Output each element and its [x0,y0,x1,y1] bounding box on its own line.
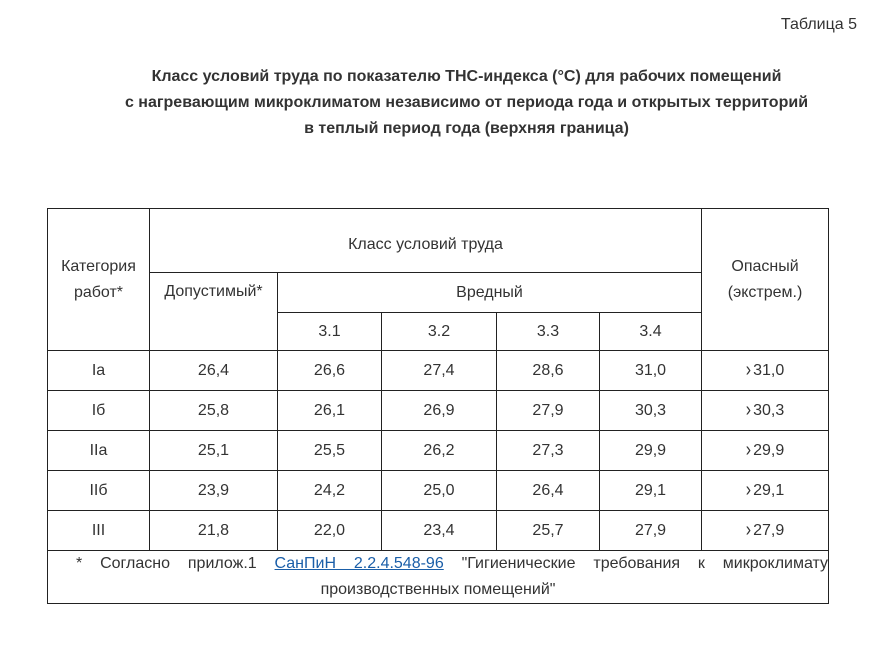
footnote-suffix: "Гигиенические требования к микроклимату [443,555,829,572]
footnote-prefix: * Согласно прилож.1 [76,555,275,572]
header-class: Класс условий труда [150,209,702,273]
greater-than-icon: › [745,359,752,381]
table-number: Таблица 5 [780,16,857,33]
cell-3-2: 25,0 [382,471,497,511]
header-sub-3-1: 3.1 [278,313,382,351]
cell-category: IIб [48,471,150,511]
table-title [0,64,869,142]
footnote-line1 [48,551,828,577]
header-category [48,209,150,351]
cell-3-1: 26,6 [278,351,382,391]
table-row [48,471,829,511]
greater-than-icon: › [745,519,752,541]
cell-dangerous [702,431,829,471]
header-category-line1: Категория [61,257,136,275]
cell-permissible: 23,9 [150,471,278,511]
cell-dangerous-value: 29,1 [753,481,785,499]
header-harmful: Вредный [278,273,702,313]
cell-3-1: 24,2 [278,471,382,511]
greater-than-icon: › [745,439,752,461]
cell-3-1: 22,0 [278,511,382,551]
header-dangerous-line1: Опасный [731,257,799,275]
header-dangerous-line2: (экстрем.) [727,283,803,301]
title-line: в теплый период года (верхняя граница) [304,120,629,137]
greater-than-icon: › [745,399,752,421]
cell-3-4: 29,9 [600,431,702,471]
cell-3-3: 25,7 [497,511,600,551]
sanpin-link[interactable]: СанПиН 2.2.4.548-96 [274,555,444,572]
cell-category: Iб [48,391,150,431]
cell-3-4: 31,0 [600,351,702,391]
footnote-line2: производственных помещений" [320,581,556,598]
cell-3-3: 27,9 [497,391,600,431]
header-dangerous [702,209,829,351]
cell-dangerous [702,471,829,511]
footnote-row [48,551,829,604]
header-sub-3-2: 3.2 [382,313,497,351]
title-line: Класс условий труда по показателю ТНС-индекса (°С) для рабочих помещений [151,68,782,85]
footnote [48,551,829,604]
cell-3-2: 26,9 [382,391,497,431]
table-row [48,431,829,471]
cell-permissible: 25,8 [150,391,278,431]
greater-than-icon: › [745,479,752,501]
cell-3-4: 30,3 [600,391,702,431]
cell-3-2: 27,4 [382,351,497,391]
cell-3-1: 26,1 [278,391,382,431]
microclimate-table [47,208,829,604]
cell-dangerous [702,391,829,431]
header-permissible: Допустимый* [150,273,278,351]
cell-3-2: 23,4 [382,511,497,551]
cell-dangerous [702,511,829,551]
cell-dangerous-value: 29,9 [753,441,785,459]
cell-3-2: 26,2 [382,431,497,471]
cell-3-3: 28,6 [497,351,600,391]
cell-permissible: 25,1 [150,431,278,471]
cell-dangerous-value: 30,3 [753,401,785,419]
cell-3-3: 27,3 [497,431,600,471]
header-category-line2: работ* [73,283,124,301]
cell-dangerous-value: 31,0 [753,361,785,379]
table-row [48,511,829,551]
cell-category: III [48,511,150,551]
table-row [48,351,829,391]
cell-dangerous-value: 27,9 [753,521,785,539]
table-row [48,391,829,431]
cell-permissible: 26,4 [150,351,278,391]
header-sub-3-4: 3.4 [600,313,702,351]
cell-3-4: 27,9 [600,511,702,551]
title-line: с нагревающим микроклиматом независимо от периода года и открытых территорий [124,94,809,111]
cell-3-3: 26,4 [497,471,600,511]
cell-category: Iа [48,351,150,391]
cell-3-4: 29,1 [600,471,702,511]
cell-3-1: 25,5 [278,431,382,471]
cell-category: IIа [48,431,150,471]
cell-dangerous [702,351,829,391]
cell-permissible: 21,8 [150,511,278,551]
header-sub-3-3: 3.3 [497,313,600,351]
